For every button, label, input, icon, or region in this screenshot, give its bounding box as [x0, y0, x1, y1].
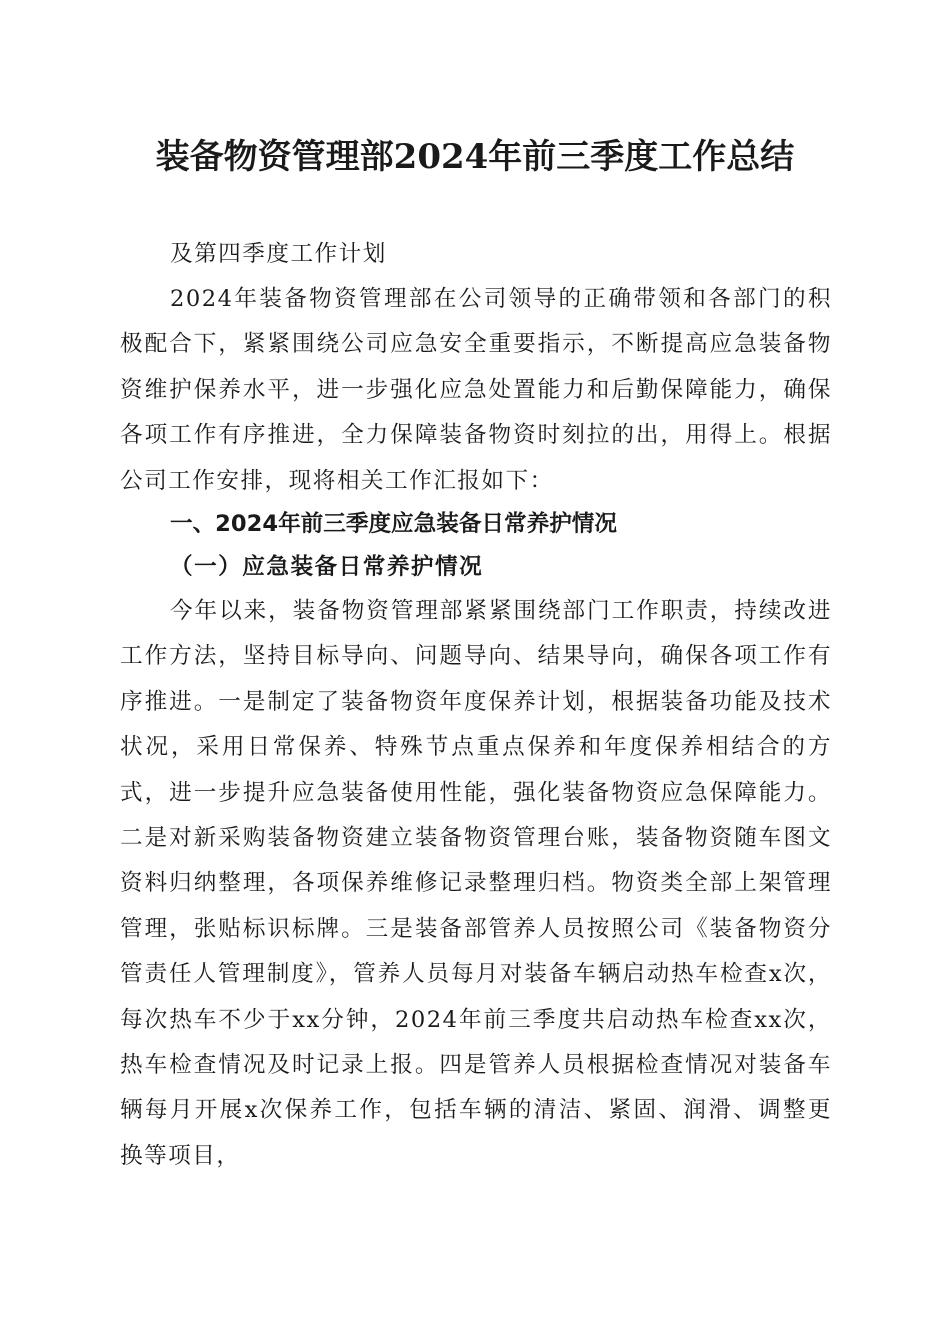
- document-title: 装备物资管理部2024年前三季度工作总结: [155, 137, 795, 177]
- subsection-heading-1: （一）应急装备日常养护情况: [170, 554, 484, 580]
- document-subtitle: 及第四季度工作计划: [170, 241, 387, 267]
- section-heading-1: 一、2024年前三季度应急装备日常养护情况: [170, 511, 617, 537]
- intro-paragraph: 2024年装备物资管理部在公司领导的正确带领和各部门的积极配合下，紧紧围绕公司应急安全重要指示，不断提高应急装备物资维护保养水平，进一步强化应急处置能力和后勤保障能力，确保各项工作有序推进，全力保障装备物资时刻拉的出，用得上。根据公司工作安排，现将相关工作汇报如下：: [120, 286, 832, 494]
- subsection-1-paragraph: 今年以来，装备物资管理部紧紧围绕部门工作职责，持续改进工作方法，坚持目标导向、问题导向、结果导向，确保各项工作有序推进。一是制定了装备物资年度保养计划，根据装备功能及技术状况，采用日常保养、特殊节点重点保养和年度保养相结合的方式，进一步提升应急装备使用性能，强化装备物资应急保障能力。二是对新采购装备物资建立装备物资管理台账，装备物资随车图文资料归纳整理，各项保养维修记录整理归档。物资类全部上架管理管理，张贴标识标牌。三是装备部管养人员按照公司《装备物资分管责任人管理制度》，管养人员每月对装备车辆启动热车检查x次，每次热车不少于xx分钟，2024年前三季度共启动热车检查xx次，热车检查情况及时记录上报。四是管养人员根据检查情况对装备车辆每月开展x次保养工作，包括车辆的清洁、紧固、润滑、调整更换等项目，: [120, 598, 832, 1169]
